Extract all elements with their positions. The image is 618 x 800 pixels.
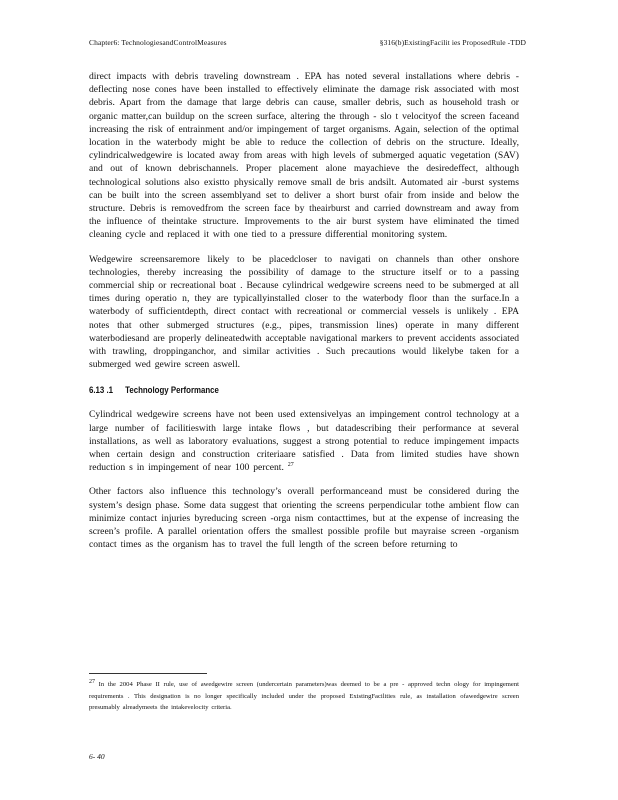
paragraph-navigation: Wedgewire screensaremore likely to be placedcloser to navigati on channels than other onshore technologies, thereby increasing the possibility of damage to the structure itself or to a passing commercial ship or recreational boat . Because cylindrical wedgewire screens need to be submerged at all times during operatio n, they are typicallyinstalled closer to the waterbody floor than the surface.In a waterbody of sufficientdepth, direct contact with recreational or commercial vessels is unlikely . EPA notes that other submerged structures (e.g., pipes, transmission lines) operate in many different waterbodiesand are properly delineatedwith acceptable navigational markers to prevent accidents associated with trawling, droppinganchor, and similar activities . Such precautions would likelybe taken for a submerged wed gewire screen aswell.: [89, 253, 520, 371]
footnote-text: In the 2004 Phase II rule, use of awedgewire screen (undercertain parameters)was deemed to be a pre - approved techn ology for impingement requirements . This designation is no longer specifically included under the proposed ExistingFacilities rule, as installation ofawedgewire screen presumably alreadymeets the intakevelocity criteria.: [89, 681, 519, 711]
paragraph-orientation: Other factors also influence this technology’s overall performanceand must be considered during the system’s design phase. Some data suggest that orienting the screens perpendicular tothe ambient flow can minimize contact injuries byreducing screen -orga nism contacttimes, but at the expense of increasing the screen’s profile. A parallel orientation offers the smallest possible profile but mayraise screen -organism contact times as the organism has to travel the full length of the screen before returning to: [89, 486, 519, 551]
footnote: [89, 679, 519, 714]
document-body: [89, 70, 519, 563]
paragraph-performance: [89, 408, 519, 474]
chapter-title: Chapter6: TechnologiesandControlMeasures: [89, 38, 227, 47]
footnote-reference[interactable]: 27: [287, 462, 294, 469]
section-title: Technology Performance: [125, 385, 219, 397]
paragraph-performance-text: Cylindrical wedgewire screens have not been used extensivelyas an impingement control technology at a large number of facilitieswith large intake flows , but datadescribing their performance at several installations, as well as laboratory evaluations, suggest a strong potential to reduce impingement impacts when certain design and construction criteriaare satisfied . Data from limited studies have shown reduction s in impingement of near 100 percent.: [89, 409, 519, 474]
paragraph-debris: direct impacts with debris traveling downstream . EPA has noted several installations where debris -deflecting nose cones have been installed to effectively eliminate the damage risk associated with most debris. Apart from the damage that large debris can cause, smaller debris, such as household trash or organic matter,can buildup on the screen surface, altering the through - slo t velocityof the screen faceand increasing the risk of entrainment and/or impingement of target organisms. Again, selection of the optimal location in the waterbody might be able to reduce the collection of debris on the structure. Ideally, cylindricalwedgewire is located away from areas with high levels of submerged aquatic vegetation (SAV) and out of known debrischannels. Proper placement alone mayachieve the desiredeffect, although technological solutions also existto physically remove small de bris andsilt. Automated air -burst systems can be built into the screen assemblyand set to deliver a short burst ofair from inside and below the structure. Debris is removedfrom the screen face by theairburst and carried downstream and away from the influence of theintake structure. Improvements to the air burst system have eliminated the timed cleaning cycle and replaced it with one tied to a pressure differential monitoring system.: [89, 71, 519, 241]
rule-title: §316(b)ExistingFacilit ies ProposedRule -TDD: [379, 38, 526, 47]
section-heading: [89, 385, 442, 396]
page-number: 6- 40: [89, 752, 105, 761]
footnote-divider: [89, 673, 207, 674]
footnote-mark: 27: [89, 678, 95, 685]
section-number: 6.13 .1: [89, 385, 114, 397]
